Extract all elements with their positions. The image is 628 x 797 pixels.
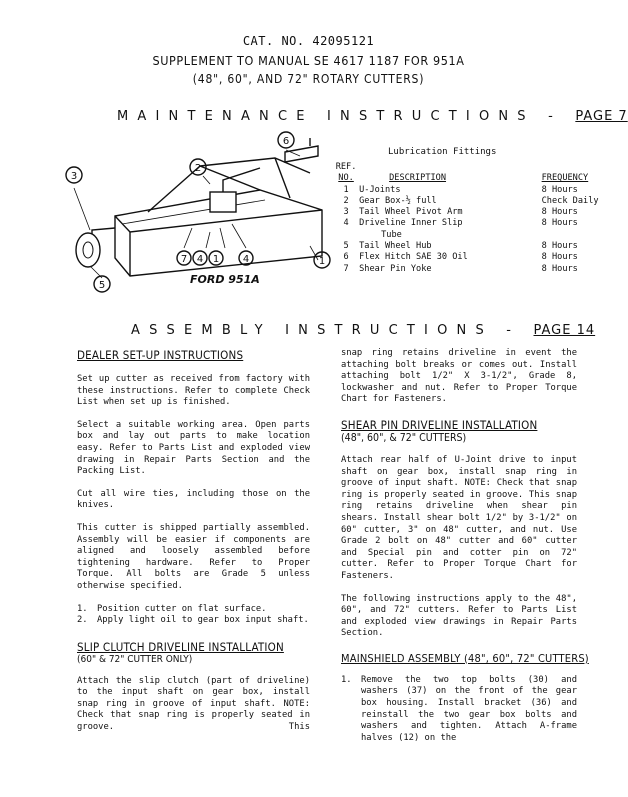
dealer-paragraph-1: Set up cutter as received from factory with these instructions. Refer to complete Check List when set up is finished. — [77, 374, 310, 408]
row-frequency: 8 Hours — [541, 184, 578, 195]
row-ref-number: 4 — [343, 218, 349, 229]
row-frequency: 8 Hours — [541, 252, 578, 263]
row-frequency — [542, 230, 617, 241]
left-column — [77, 348, 310, 734]
maintenance-dash: - — [548, 109, 562, 124]
maintenance-title: MAINTENANCE INSTRUCTIONS — [117, 109, 535, 124]
lubrication-row — [333, 252, 617, 263]
brand-decal: FORD 951A — [190, 273, 260, 286]
row-ref-number: 5 — [343, 241, 349, 252]
assembly-title: ASSEMBLY INSTRUCTIONS — [131, 323, 493, 338]
callout-3: 3 — [70, 171, 78, 182]
description-label: DESCRIPTION — [389, 173, 447, 184]
row-frequency: 8 Hours — [541, 263, 578, 274]
mainshield-heading: MAINSHIELD ASSEMBLY (48", 60", 72" CUTTERS) — [341, 651, 589, 665]
callout-4-b: 4 — [242, 254, 250, 265]
callout-1-right: 1 — [318, 256, 326, 267]
dealer-steps — [77, 604, 310, 627]
row-description: Gear Box-½ full — [359, 195, 437, 206]
lubrication-title: Lubrication Fittings — [388, 147, 497, 157]
lubrication-row — [333, 230, 617, 241]
row-description: Tube — [381, 229, 402, 240]
callout-4-a: 4 — [196, 254, 204, 265]
mainshield-step: 1. Remove the two top bolts (30) and washers (37) on the front of the gear box housing. Install bracket (36) and reinstall the two gear box bolts and washers and tighten. Attach A-frame halves (12) on the — [341, 674, 577, 743]
lubrication-row — [333, 207, 617, 218]
frequency-label: FREQUENCY — [541, 173, 589, 184]
row-frequency: Check Daily — [541, 195, 599, 206]
right-column — [341, 348, 589, 744]
row-description: Tail Wheel Pivot Arm — [359, 207, 463, 218]
shear-pin-heading: SHEAR PIN DRIVELINE INSTALLATION — [341, 417, 538, 432]
maintenance-heading — [117, 109, 628, 124]
catalog-number: CAT. NO. 42095121 — [242, 34, 375, 48]
dealer-step: 1. Position cutter on flat surface. — [77, 603, 267, 614]
supplement-title: SUPPLEMENT TO MANUAL SE 4617 1187 FOR 951A — [152, 53, 465, 68]
maintenance-page-ref: PAGE 7 — [575, 109, 628, 124]
row-frequency: 8 Hours — [541, 241, 578, 252]
slip-clutch-paragraph: Attach the slip clutch (part of driveline) to the input shaft on gear box, install snap ring in groove of input shaft. NOTE: Check that snap ring is properly seated in groove. This — [77, 675, 310, 733]
lubrication-table — [333, 162, 617, 275]
row-ref-number: 7 — [343, 263, 349, 274]
slip-clutch-heading: SLIP CLUTCH DRIVELINE INSTALLATION — [77, 639, 284, 654]
mainshield-steps — [341, 675, 577, 745]
lubrication-row — [333, 196, 617, 207]
shear-pin-subheading: (48", 60", & 72" CUTTERS) — [341, 431, 467, 444]
callout-1-mid: 1 — [212, 254, 220, 265]
shear-pin-paragraph: Attach rear half of U-Joint drive to input shaft on gear box, install snap ring in groove of input shaft. NOTE: Check that snap ring is properly seated in groove. This snap ring retains driveline when shear pin shears. Install shear bolt 1/2" by 3-1/2" on 60" cutter, 3" on 48" cutter, and nut. Use Grade 2 bolt on 48" cutter and 60" cutter and Special pin and cotter pin on 72" cutter. Refer to Proper Torque Chart for Fasteners. — [341, 454, 577, 581]
lubrication-row — [333, 264, 617, 275]
assembly-dash: - — [506, 323, 521, 338]
row-description: Driveline Inner Slip — [359, 218, 463, 229]
no-label: NO. — [338, 173, 354, 184]
row-ref-number: 2 — [343, 195, 349, 206]
lubrication-row — [333, 185, 617, 196]
assembly-page-ref: PAGE 14 — [533, 323, 596, 338]
lubrication-row — [333, 241, 617, 252]
row-ref-number: 6 — [343, 252, 349, 263]
dealer-step: 2. Apply light oil to gear box input shaft. — [77, 615, 309, 626]
row-description: Tail Wheel Hub — [359, 241, 432, 252]
callout-5: 5 — [98, 280, 106, 291]
ref-label: REF. — [335, 162, 357, 172]
snap-ring-paragraph: snap ring retains driveline in event the attaching bolt breaks or comes out. Install attaching bolt 1/2" X 3-1/2", Grade 8, lockwasher and nut. Refer to Proper Torque Chart for Fasteners. — [341, 348, 577, 405]
dealer-paragraph-4: This cutter is shipped partially assembled. Assembly will be easier if components are aligned and loosely assembled before tightening hardware. Refer to Proper Torque. All bolts are Grade 5 unless otherwise specified. — [77, 522, 310, 591]
callout-2: 2 — [194, 163, 202, 174]
slip-clutch-subheading: (60" & 72" CUTTER ONLY) — [77, 653, 193, 665]
cutter-sizes: (48", 60", AND 72" ROTARY CUTTERS) — [192, 72, 425, 86]
row-ref-number: 1 — [343, 184, 349, 195]
dealer-setup-heading: DEALER SET-UP INSTRUCTIONS — [77, 348, 244, 362]
row-ref-number — [333, 230, 359, 241]
callout-7: 7 — [180, 254, 188, 265]
row-description: U-Joints — [359, 184, 401, 195]
dealer-paragraph-2: Select a suitable working area. Open parts box and lay out parts to make location easy. Refer to Parts List and exploded view drawing in Repair Parts Section and the Packing List. — [77, 419, 310, 477]
lubrication-row — [333, 218, 617, 229]
row-ref-number: 3 — [343, 207, 349, 218]
dealer-paragraph-3: Cut all wire ties, including those on the knives. — [77, 488, 310, 511]
row-description: Shear Pin Yoke — [359, 263, 432, 274]
callout-6: 6 — [282, 136, 290, 147]
row-frequency: 8 Hours — [541, 207, 578, 218]
following-instructions-paragraph: The following instructions apply to the 48", 60", and 72" cutters. Refer to Parts List and exploded view drawings in Repair Parts Section. — [341, 593, 577, 639]
assembly-heading — [131, 323, 595, 338]
row-description: Flex Hitch SAE 30 Oil — [359, 252, 468, 263]
rotary-cutter-diagram — [60, 128, 345, 293]
row-frequency: 8 Hours — [541, 218, 578, 229]
